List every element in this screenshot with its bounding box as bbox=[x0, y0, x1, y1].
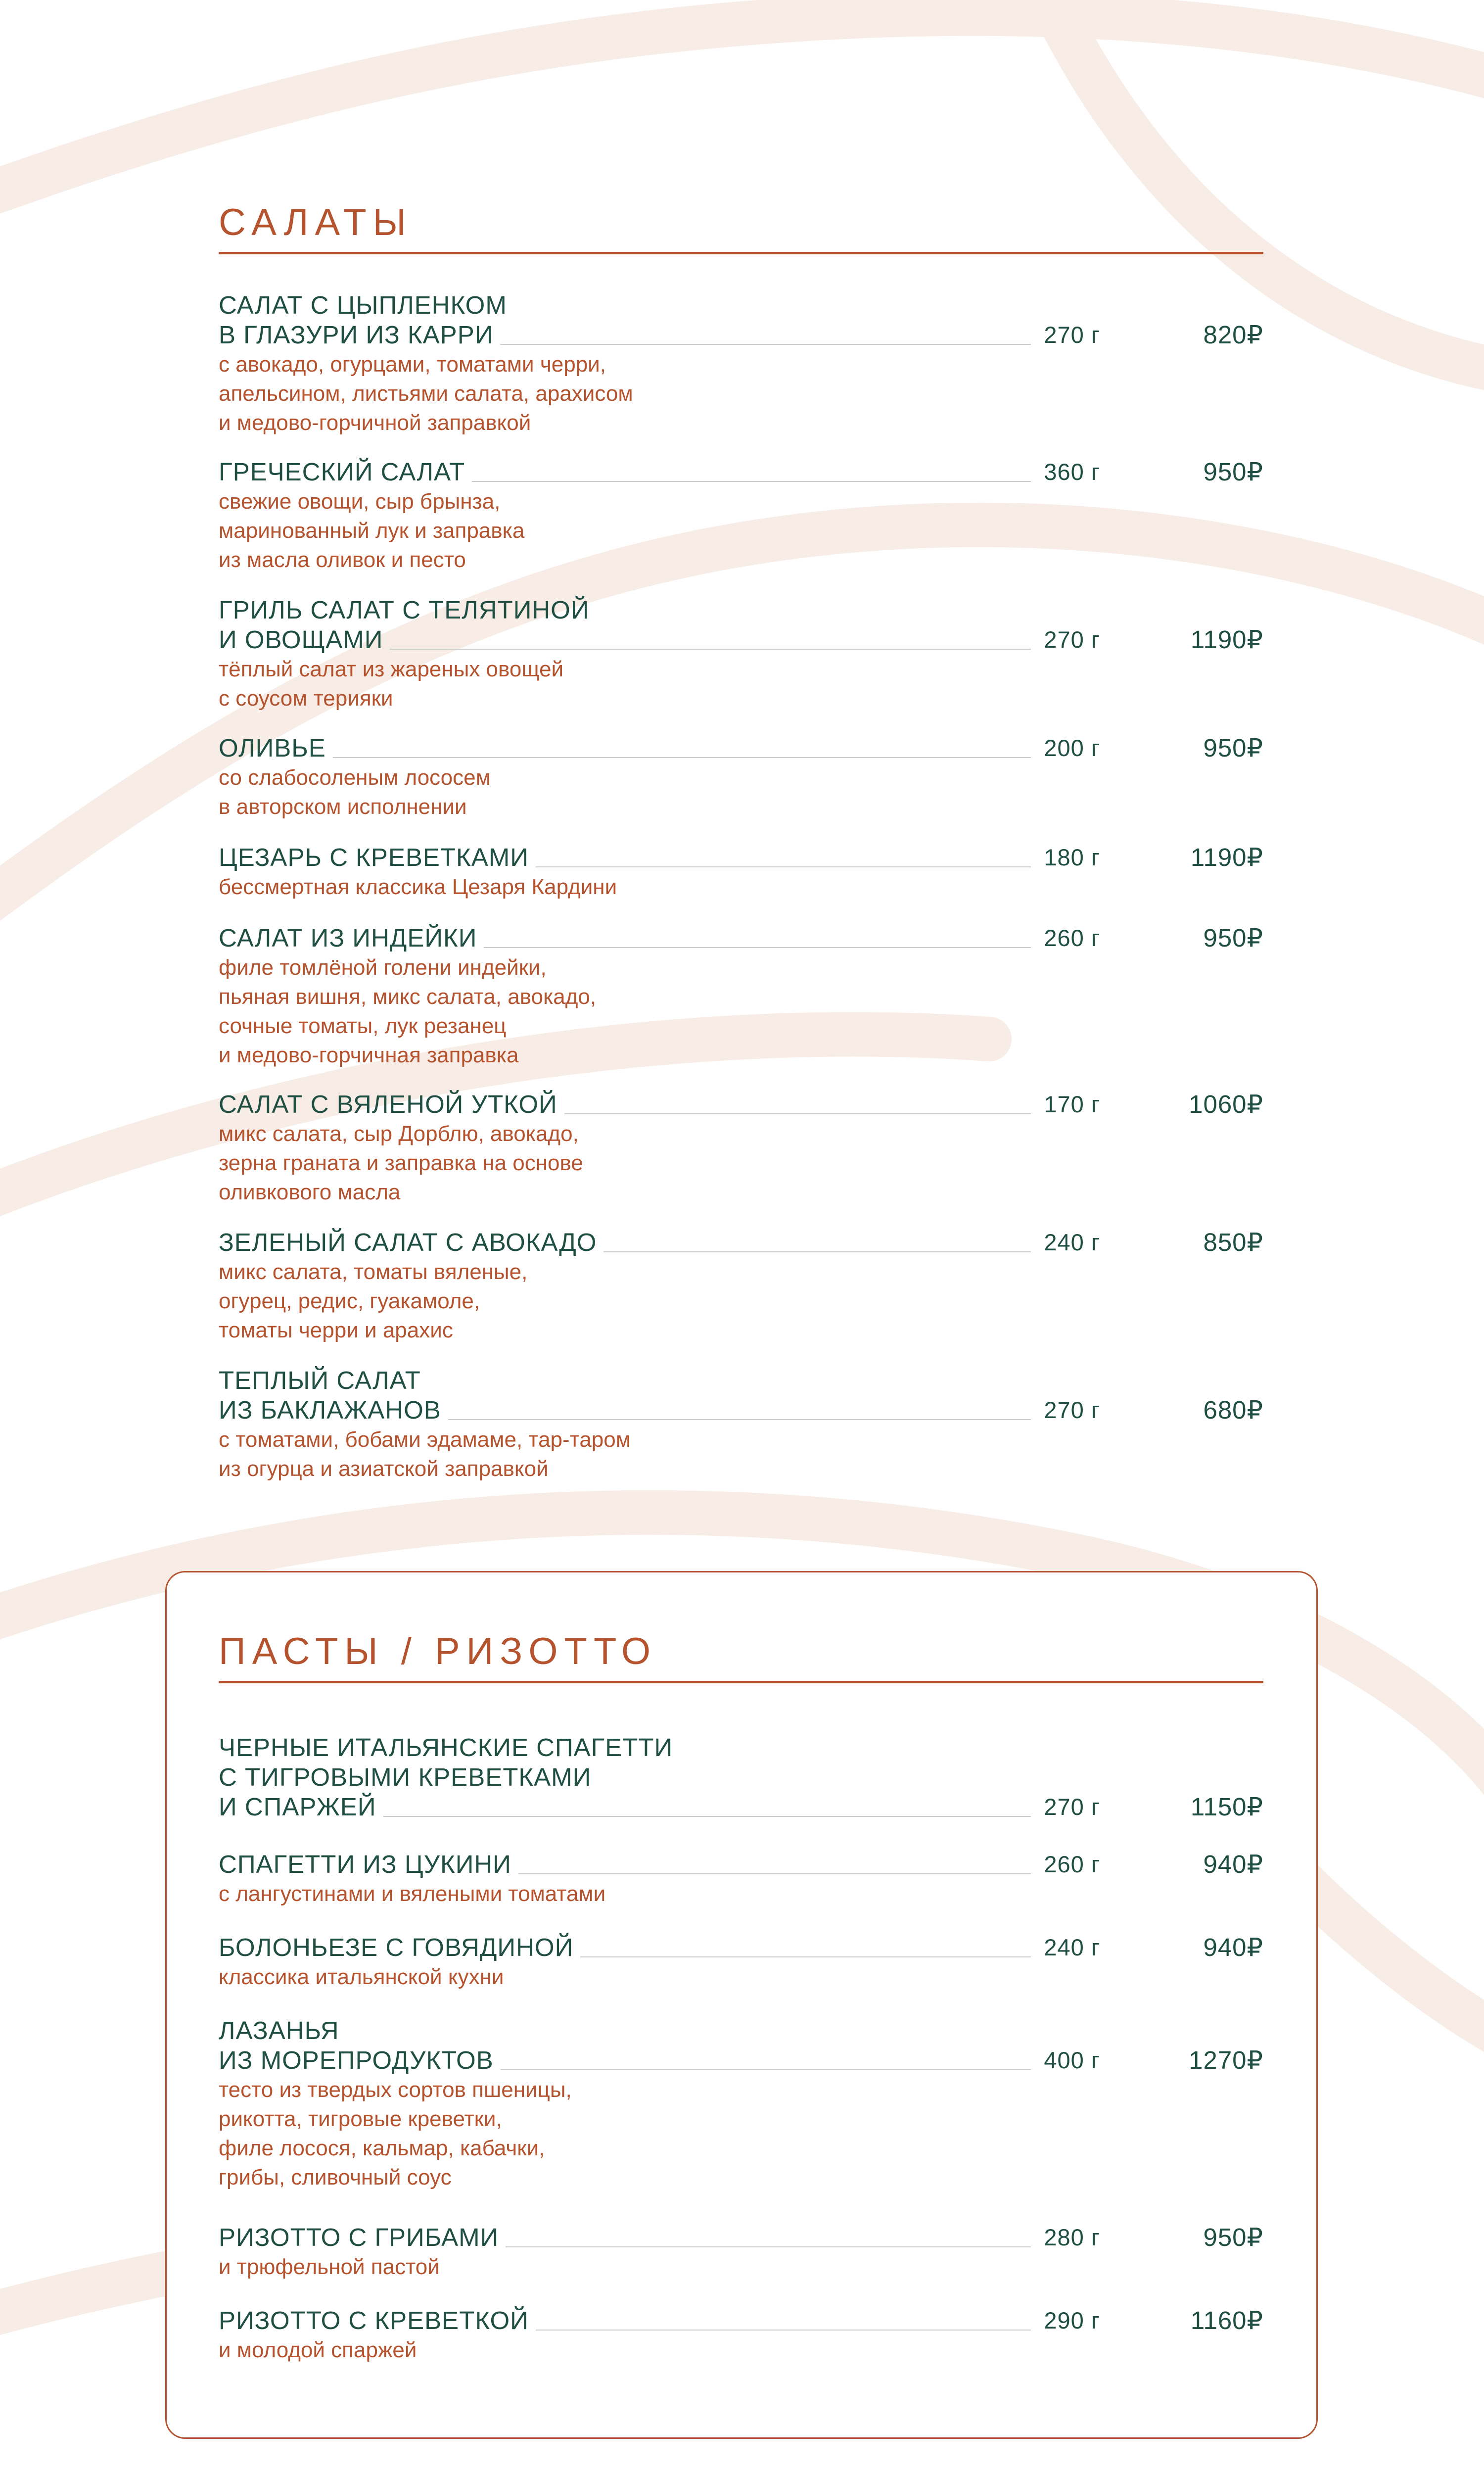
item-price: 1190₽ bbox=[1190, 625, 1263, 654]
item-name: ЗЕЛЕНЫЙ САЛАТ С АВОКАДО bbox=[219, 1228, 597, 1256]
item-weight: 270 г bbox=[1044, 1794, 1100, 1820]
item-description: и молодой спаржей bbox=[219, 2338, 417, 2362]
menu-item bbox=[219, 1850, 1263, 1908]
item-name: ГРИЛЬ САЛАТ С ТЕЛЯТИНОЙ bbox=[219, 596, 590, 624]
item-price: 680₽ bbox=[1203, 1396, 1263, 1424]
item-name: САЛАТ С ЦЫПЛЕНКОМ bbox=[219, 291, 507, 319]
menu-item bbox=[219, 457, 1263, 574]
item-name: И ОВОЩАМИ bbox=[219, 625, 383, 654]
item-name: БОЛОНЬЕЗЕ С ГОВЯДИНОЙ bbox=[219, 1933, 574, 1961]
item-description: и медово-горчичной заправкой bbox=[219, 411, 531, 435]
leader-line bbox=[564, 1113, 1031, 1114]
item-name: РИЗОТТО С КРЕВЕТКОЙ bbox=[219, 2306, 529, 2334]
section-rule-pasta bbox=[219, 1681, 1263, 1683]
item-name-row bbox=[219, 1090, 1263, 1119]
menu-item bbox=[219, 595, 1263, 713]
item-price: 1060₽ bbox=[1189, 1090, 1263, 1118]
item-description: филе томлёной голени индейки, bbox=[219, 955, 547, 980]
leader-line bbox=[333, 757, 1031, 758]
item-name-row bbox=[219, 2306, 1263, 2335]
item-description: с томатами, бобами эдамаме, тар-таром bbox=[219, 1427, 631, 1452]
item-description: филе лосося, кальмар, кабачки, bbox=[219, 2136, 545, 2160]
item-description: маринованный лук и заправка bbox=[219, 519, 525, 543]
item-weight: 290 г bbox=[1044, 2307, 1100, 2333]
menu-item bbox=[219, 2016, 1263, 2192]
menu-item bbox=[219, 733, 1263, 821]
item-name: САЛАТ ИЗ ИНДЕЙКИ bbox=[219, 924, 477, 952]
menu-item bbox=[219, 2223, 1263, 2282]
item-price: 950₽ bbox=[1203, 458, 1263, 486]
item-description: с лангустинами и вялеными томатами bbox=[219, 1882, 606, 1906]
item-price: 850₽ bbox=[1203, 1228, 1263, 1256]
leader-line bbox=[472, 481, 1031, 482]
item-description: и трюфельной пастой bbox=[219, 2255, 440, 2279]
section-title-pasta: ПАСТЫ / РИЗОТТО bbox=[219, 1630, 657, 1672]
item-weight: 260 г bbox=[1044, 925, 1100, 951]
item-name: СПАГЕТТИ ИЗ ЦУКИНИ bbox=[219, 1850, 511, 1878]
menu-item bbox=[219, 1090, 1263, 1207]
leader-line bbox=[390, 649, 1031, 650]
leader-line bbox=[484, 947, 1031, 948]
item-weight: 280 г bbox=[1044, 2224, 1100, 2250]
item-description: из масла оливок и песто bbox=[219, 548, 466, 572]
item-description: классика итальянской кухни bbox=[219, 1965, 504, 1989]
item-price: 940₽ bbox=[1203, 1933, 1263, 1961]
item-price: 1160₽ bbox=[1190, 2306, 1263, 2334]
item-name-row bbox=[219, 1228, 1263, 1257]
item-name-row bbox=[219, 625, 1263, 655]
item-weight: 240 г bbox=[1044, 1229, 1100, 1255]
leader-line bbox=[603, 1251, 1031, 1252]
item-description: тёплый салат из жареных овощей bbox=[219, 657, 564, 681]
item-name: ЧЕРНЫЕ ИТАЛЬЯНСКИЕ СПАГЕТТИ bbox=[219, 1733, 673, 1761]
item-name: ИЗ МОРЕПРОДУКТОВ bbox=[219, 2046, 494, 2074]
item-weight: 270 г bbox=[1044, 322, 1100, 348]
item-price: 1190₽ bbox=[1190, 843, 1263, 871]
item-description: томаты черри и арахис bbox=[219, 1318, 453, 1342]
item-description: из огурца и азиатской заправкой bbox=[219, 1457, 549, 1481]
item-name-row bbox=[219, 923, 1263, 953]
menu-item bbox=[219, 1228, 1263, 1345]
leader-line bbox=[536, 866, 1031, 867]
item-name: ЦЕЗАРЬ С КРЕВЕТКАМИ bbox=[219, 843, 529, 871]
item-description: микс салата, томаты вяленые, bbox=[219, 1260, 528, 1284]
section-title-salads: САЛАТЫ bbox=[219, 201, 413, 243]
item-weight: 270 г bbox=[1044, 1397, 1100, 1423]
menu-item bbox=[219, 2306, 1263, 2365]
menu-item bbox=[219, 1366, 1263, 1483]
menu-item bbox=[219, 1933, 1263, 1992]
item-name-row bbox=[219, 1850, 1263, 1879]
item-name: ИЗ БАКЛАЖАНОВ bbox=[219, 1396, 441, 1424]
item-price: 950₽ bbox=[1203, 2223, 1263, 2251]
item-weight: 170 г bbox=[1044, 1091, 1100, 1117]
item-description: в авторском исполнении bbox=[219, 795, 467, 819]
item-weight: 260 г bbox=[1044, 1851, 1100, 1877]
item-name: ГРЕЧЕСКИЙ САЛАТ bbox=[219, 458, 465, 486]
item-name: С ТИГРОВЫМИ КРЕВЕТКАМИ bbox=[219, 1763, 592, 1791]
item-weight: 270 г bbox=[1044, 626, 1100, 653]
item-price: 1270₽ bbox=[1189, 2046, 1263, 2074]
item-description: с авокадо, огурцами, томатами черри, bbox=[219, 352, 606, 377]
item-description: рикотта, тигровые креветки, bbox=[219, 2107, 502, 2131]
section-rule-salads bbox=[219, 252, 1263, 254]
item-price: 940₽ bbox=[1203, 1850, 1263, 1878]
leader-line bbox=[383, 1816, 1031, 1817]
item-name: ТЕПЛЫЙ САЛАТ bbox=[219, 1366, 421, 1394]
item-weight: 400 г bbox=[1044, 2047, 1100, 2073]
leader-line bbox=[536, 2330, 1031, 2331]
item-description: пьяная вишня, микс салата, авокадо, bbox=[219, 985, 597, 1009]
item-price: 950₽ bbox=[1203, 734, 1263, 762]
item-description: оливкового масла bbox=[219, 1180, 401, 1204]
item-name-row bbox=[219, 1792, 1263, 1822]
menu-item bbox=[219, 923, 1263, 1070]
item-description: с соусом терияки bbox=[219, 686, 393, 711]
item-description: грибы, сливочный соус bbox=[219, 2165, 452, 2189]
item-weight: 180 г bbox=[1044, 844, 1100, 870]
menu-item bbox=[219, 1733, 1263, 1822]
item-description: апельсином, листьями салата, арахисом bbox=[219, 381, 633, 406]
menu-item bbox=[219, 290, 1263, 437]
leader-line bbox=[501, 2069, 1031, 2070]
item-price: 950₽ bbox=[1203, 924, 1263, 952]
leader-line bbox=[506, 2246, 1031, 2247]
item-name: В ГЛАЗУРИ ИЗ КАРРИ bbox=[219, 321, 494, 349]
menu-item bbox=[219, 843, 1263, 902]
item-name: ЛАЗАНЬЯ bbox=[219, 2016, 339, 2045]
item-price: 1150₽ bbox=[1190, 1793, 1263, 1821]
leader-line bbox=[448, 1419, 1031, 1420]
item-name: И СПАРЖЕЙ bbox=[219, 1793, 376, 1821]
item-weight: 240 г bbox=[1044, 1934, 1100, 1960]
item-description: бессмертная классика Цезаря Кардини bbox=[219, 875, 617, 899]
item-name-row bbox=[219, 2223, 1263, 2252]
item-name-row bbox=[219, 1395, 1263, 1425]
item-name-row bbox=[219, 843, 1263, 872]
item-description: огурец, редис, гуакамоле, bbox=[219, 1289, 480, 1313]
item-description: сочные томаты, лук резанец bbox=[219, 1014, 507, 1038]
item-description: микс салата, сыр Дорблю, авокадо, bbox=[219, 1122, 579, 1146]
item-weight: 360 г bbox=[1044, 459, 1100, 485]
item-name: ОЛИВЬЕ bbox=[219, 734, 326, 762]
item-price: 820₽ bbox=[1203, 321, 1263, 349]
leader-line bbox=[500, 344, 1031, 345]
item-weight: 200 г bbox=[1044, 735, 1100, 761]
item-description: свежие овощи, сыр брынза, bbox=[219, 489, 501, 514]
item-name-row bbox=[219, 457, 1263, 487]
item-name-row bbox=[219, 1933, 1263, 1962]
leader-line bbox=[580, 1956, 1031, 1957]
item-description: со слабосоленым лососем bbox=[219, 765, 491, 790]
item-description: зерна граната и заправка на основе bbox=[219, 1151, 583, 1175]
item-description: тесто из твердых сортов пшеницы, bbox=[219, 2078, 572, 2102]
item-name: РИЗОТТО С ГРИБАМИ bbox=[219, 2223, 499, 2251]
item-name-row bbox=[219, 733, 1263, 763]
item-name-row bbox=[219, 320, 1263, 350]
item-description: и медово-горчичная заправка bbox=[219, 1043, 519, 1067]
leader-line bbox=[518, 1873, 1031, 1874]
item-name: САЛАТ С ВЯЛЕНОЙ УТКОЙ bbox=[219, 1090, 557, 1118]
item-name-row bbox=[219, 2046, 1263, 2075]
